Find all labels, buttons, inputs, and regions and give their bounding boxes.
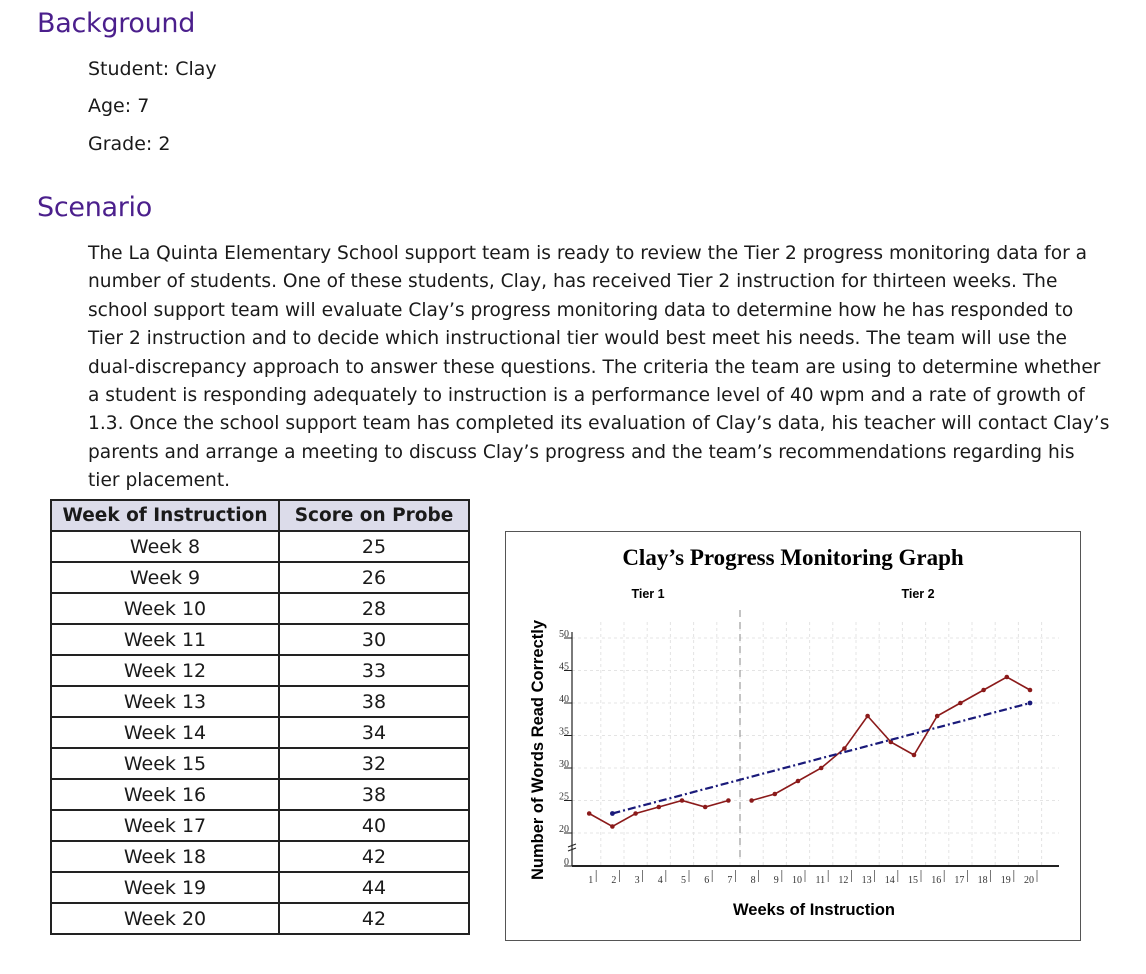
x-tick-label: 5 <box>681 875 686 886</box>
chart-title: Clay’s Progress Monitoring Graph <box>622 545 964 570</box>
y-tick-label: 0 <box>564 857 569 868</box>
score-point <box>680 798 685 803</box>
week-cell: Week 19 <box>51 872 279 903</box>
grade-info: Grade: 2 <box>88 133 171 155</box>
week-cell: Week 20 <box>51 903 279 934</box>
table-row <box>51 779 469 810</box>
progress-chart <box>505 531 1081 941</box>
header-week: Week of Instruction <box>51 500 279 531</box>
week-cell: Week 16 <box>51 779 279 810</box>
week-cell: Week 8 <box>51 531 279 562</box>
score-point <box>726 798 731 803</box>
x-axis-label: Weeks of Instruction <box>733 901 895 919</box>
score-point <box>773 792 778 797</box>
score-cell: 42 <box>279 903 469 934</box>
score-cell: 33 <box>279 655 469 686</box>
score-cell: 32 <box>279 748 469 779</box>
week-cell: Week 14 <box>51 717 279 748</box>
y-axis-label: Number of Words Read Correctly <box>529 619 547 881</box>
x-tick-label: 1 <box>588 875 594 886</box>
week-cell: Week 17 <box>51 810 279 841</box>
age-info: Age: 7 <box>88 95 150 117</box>
x-tick-label: 8 <box>750 875 756 886</box>
y-tick-label: 30 <box>559 759 569 770</box>
y-tick-label: 40 <box>559 694 569 705</box>
x-tick-label: 11 <box>815 875 826 886</box>
x-tick-label: 15 <box>908 875 918 886</box>
y-tick-label: 20 <box>559 824 569 835</box>
table-row <box>51 810 469 841</box>
aim-line-endpoint <box>610 811 615 816</box>
x-tick-label: 19 <box>1000 875 1011 886</box>
aim-line <box>612 703 1030 814</box>
table-row <box>51 562 469 593</box>
score-point <box>865 714 870 719</box>
score-cell: 26 <box>279 562 469 593</box>
x-tick-label: 7 <box>727 875 733 886</box>
score-cell: 30 <box>279 624 469 655</box>
table-row <box>51 686 469 717</box>
y-tick-label: 45 <box>559 661 569 673</box>
score-point <box>958 701 963 706</box>
week-cell: Week 11 <box>51 624 279 655</box>
x-tick-label: 9 <box>773 875 779 886</box>
tier-1-label: Tier 1 <box>631 587 665 601</box>
week-cell: Week 9 <box>51 562 279 593</box>
scenario-heading: Scenario <box>37 192 152 223</box>
score-cell: 38 <box>279 686 469 717</box>
week-cell: Week 18 <box>51 841 279 872</box>
score-cell: 25 <box>279 531 469 562</box>
score-point <box>749 798 754 803</box>
x-tick-label: 4 <box>657 875 663 886</box>
x-tick-label: 12 <box>838 875 849 886</box>
x-tick-label: 10 <box>792 875 802 886</box>
score-cell: 42 <box>279 841 469 872</box>
y-tick-label: 50 <box>559 629 569 640</box>
aim-line-endpoint <box>1028 701 1033 706</box>
score-cell: 40 <box>279 810 469 841</box>
score-point <box>587 811 592 816</box>
score-point <box>981 688 986 693</box>
week-cell: Week 12 <box>51 655 279 686</box>
x-tick-label: 2 <box>611 875 617 886</box>
score-point <box>912 753 917 758</box>
table-row <box>51 748 469 779</box>
table-row <box>51 903 469 934</box>
x-tick-label: 17 <box>954 875 965 886</box>
x-tick-label: 3 <box>634 875 640 886</box>
y-tick-label: 25 <box>559 791 569 803</box>
table-row <box>51 841 469 872</box>
background-heading: Background <box>37 8 196 39</box>
score-point <box>703 805 708 810</box>
score-point <box>610 824 615 829</box>
scenario-paragraph: The La Quinta Elementary School support team is ready to review the Tier 2 progress monitoring data for a number of students. One of these students, Clay, has received Tier 2 instruction for thirteen weeks. The school support team will evaluate Clay’s progress monitoring data to determine how he has responded to Tier 2 instruction and to decide which instructional tier would best meet his needs. The team will use the dual-discrepancy approach to answer these questions. The criteria the team are using to determine whether a student is responding adequately to instruction is a performance level of 40 wpm and a rate of growth of 1.3. Once the school support team has completed its evaluation of Clay’s data, his teacher will contact Clay’s parents and arrange a meeting to discuss Clay’s progress and the team’s recommendations regarding his tier placement. <box>88 243 1110 492</box>
table-row <box>51 531 469 562</box>
table-row <box>51 872 469 903</box>
table-row <box>51 624 469 655</box>
x-tick-label: 14 <box>884 875 895 886</box>
score-point <box>842 746 847 751</box>
week-cell: Week 15 <box>51 748 279 779</box>
score-cell: 44 <box>279 872 469 903</box>
score-point <box>657 805 662 810</box>
score-point <box>935 714 940 719</box>
x-tick-label: 18 <box>977 875 988 886</box>
x-tick-label: 16 <box>931 875 942 886</box>
table-row <box>51 593 469 624</box>
score-point <box>1005 675 1010 680</box>
score-point <box>819 766 824 771</box>
score-cell: 28 <box>279 593 469 624</box>
score-point <box>796 779 801 784</box>
score-table <box>50 499 470 935</box>
score-cell: 34 <box>279 717 469 748</box>
week-cell: Week 10 <box>51 593 279 624</box>
week-cell: Week 13 <box>51 686 279 717</box>
chart-svg <box>506 532 1080 940</box>
table-header-row <box>51 500 469 531</box>
tier-2-label: Tier 2 <box>901 587 935 601</box>
score-point <box>633 811 638 816</box>
y-tick-label: 35 <box>559 726 569 738</box>
table-row <box>51 655 469 686</box>
score-point <box>1028 688 1033 693</box>
score-cell: 38 <box>279 779 469 810</box>
x-tick-label: 20 <box>1024 875 1034 886</box>
x-tick-label: 6 <box>704 875 710 886</box>
x-tick-label: 13 <box>861 875 872 886</box>
student-info: Student: Clay <box>88 58 217 80</box>
header-score: Score on Probe <box>279 500 469 531</box>
table-row <box>51 717 469 748</box>
